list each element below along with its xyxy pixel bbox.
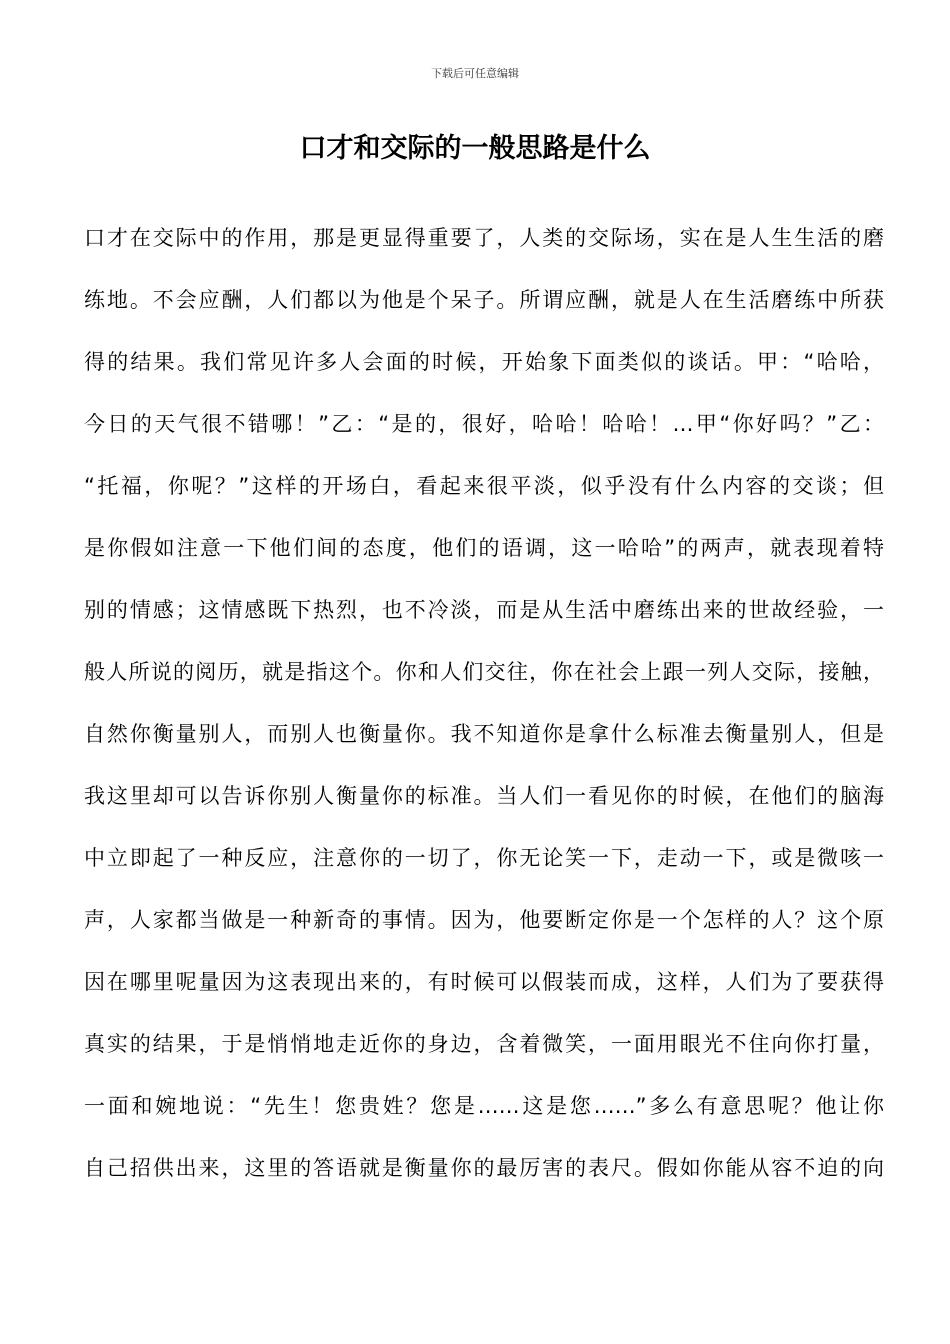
body-line: 因在哪里呢量因为这表现出来的，有时候可以假装而成，这样，人们为了要获得	[84, 970, 884, 994]
document-title: 口才和交际的一般思路是什么	[299, 133, 651, 164]
body-line: 别的情感；这情感既下热烈，也不冷淡，而是从生活中磨练出来的世故经验，一	[84, 598, 884, 622]
body-line: 自己招供出来，这里的答语就是衡量你的最厉害的表尺。假如你能从容不迫的向	[84, 1156, 884, 1180]
body-paragraph	[84, 215, 884, 1207]
body-line: 自然你衡量别人，而别人也衡量你。我不知道你是拿什么标准去衡量别人，但是	[84, 722, 884, 746]
body-line: 是你假如注意一下他们间的态度，他们的语调，这一哈哈”的两声，就表现着特	[84, 536, 884, 560]
body-line: 真实的结果，于是悄悄地走近你的身边，含着微笑，一面用眼光不住向你打量，	[84, 1032, 884, 1056]
body-line: “托福，你呢？”这样的开场白，看起来很平淡，似乎没有什么内容的交谈；但	[84, 474, 884, 498]
body-line: 练地。不会应酬，人们都以为他是个呆子。所谓应酬，就是人在生活磨练中所获	[84, 288, 884, 312]
body-line: 得的结果。我们常见许多人会面的时候，开始象下面类似的谈话。甲：“哈哈，	[84, 350, 884, 374]
body-line: 中立即起了一种反应，注意你的一切了，你无论笑一下，走动一下，或是微咳一	[84, 846, 884, 870]
body-line: 声，人家都当做是一种新奇的事情。因为，他要断定你是一个怎样的人？这个原	[84, 908, 884, 932]
body-line: 口才在交际中的作用，那是更显得重要了，人类的交际场，实在是人生生活的磨	[84, 226, 884, 250]
body-line: 般人所说的阅历，就是指这个。你和人们交往，你在社会上跟一列人交际，接触，	[84, 660, 884, 684]
body-line: 一面和婉地说：“先生！您贵姓？您是……这是您……”多么有意思呢？他让你	[84, 1094, 884, 1118]
header-note: 下载后可任意编辑	[431, 67, 519, 80]
body-line: 我这里却可以告诉你别人衡量你的标准。当人们一看见你的时候，在他们的脑海	[84, 784, 884, 808]
body-line: 今日的天气很不错哪！”乙：“是的，很好，哈哈！哈哈！…甲“你好吗？”乙：	[84, 412, 884, 436]
